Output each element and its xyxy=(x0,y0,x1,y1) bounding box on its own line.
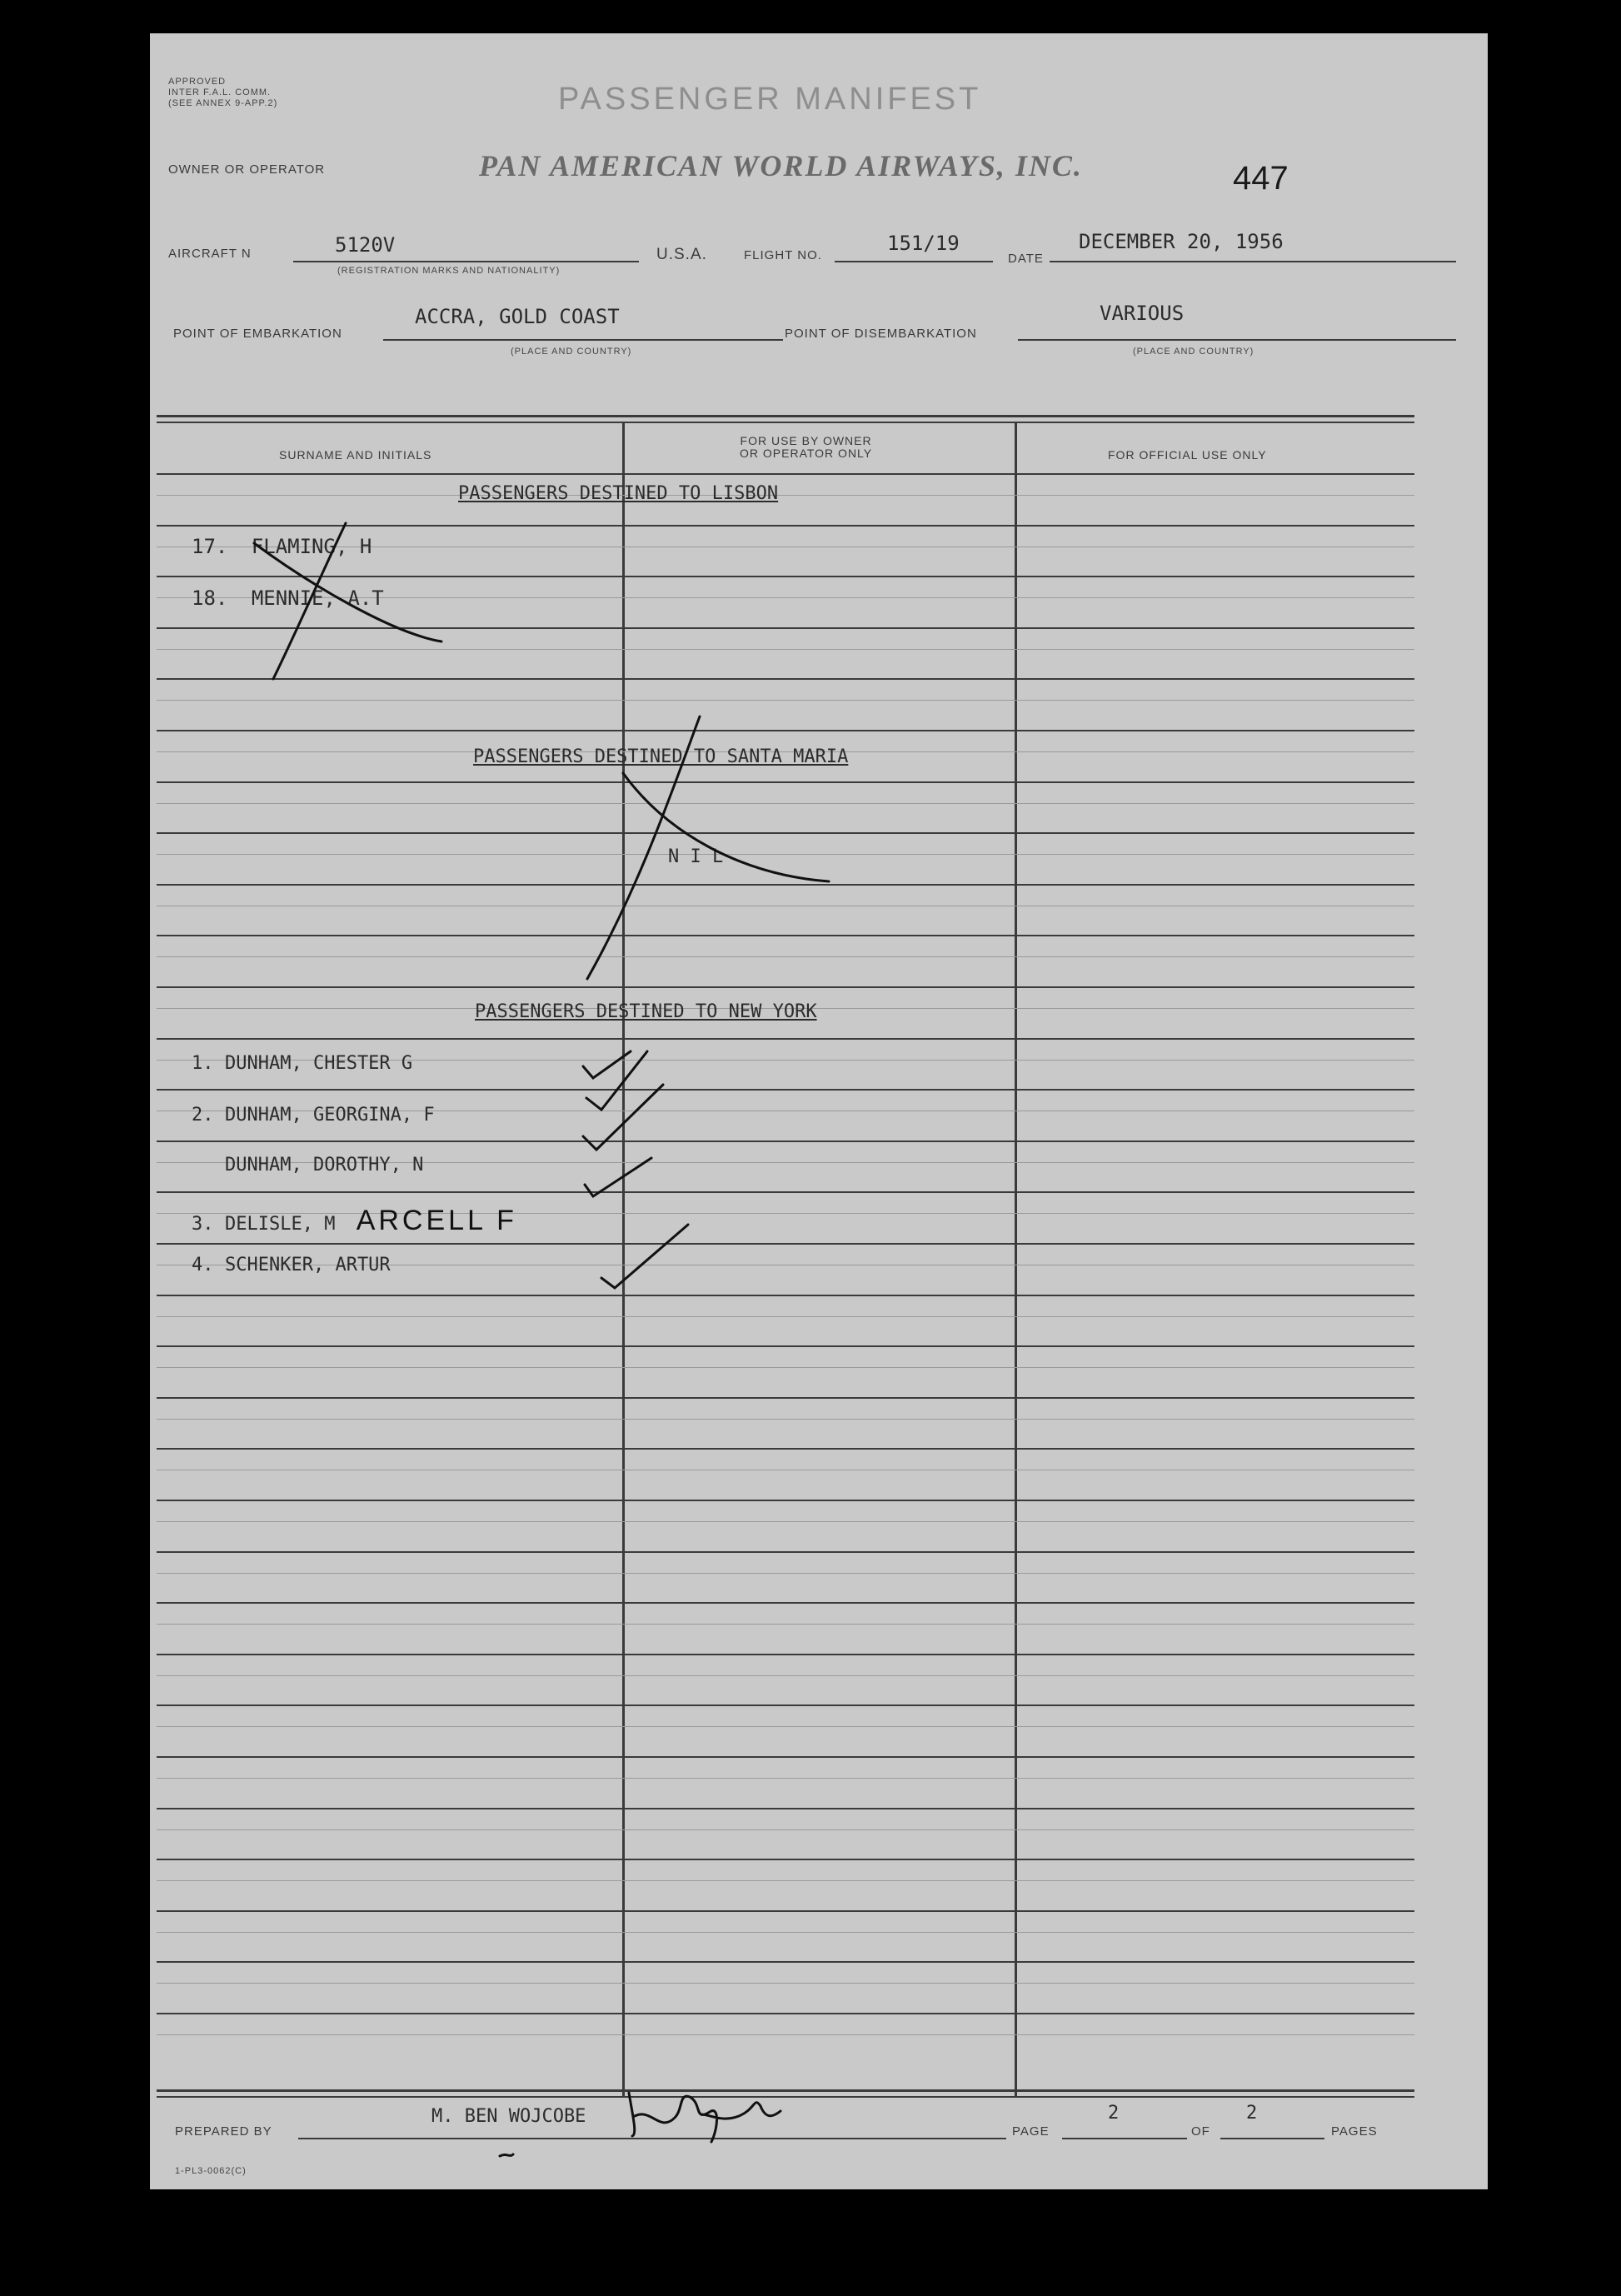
passenger-name: MENNIE, A.T xyxy=(251,586,384,610)
aircraft-value: 5120V xyxy=(335,233,396,257)
passenger-number: 4. xyxy=(192,1255,214,1275)
passenger-number: 1. xyxy=(192,1053,214,1074)
check-mark xyxy=(601,1225,688,1288)
passenger-number: 17. xyxy=(192,535,228,558)
disembark-place-note: (PLACE AND COUNTRY) xyxy=(1133,347,1254,357)
disembark-label: POINT OF DISEMBARKATION xyxy=(785,327,977,341)
manifest-sheet xyxy=(150,33,1488,2189)
page-label: PAGE xyxy=(1012,2124,1050,2139)
aircraft-label: AIRCRAFT N xyxy=(168,247,252,261)
date-value: DECEMBER 20, 1956 xyxy=(1079,230,1284,253)
prepared-label: PREPARED BY xyxy=(175,2124,272,2139)
strike-stroke xyxy=(623,773,829,881)
passenger-name: DUNHAM, DOROTHY, N xyxy=(225,1155,424,1175)
date-label: DATE xyxy=(1008,252,1044,266)
passenger-name: DELISLE, M xyxy=(225,1214,336,1235)
check-mark xyxy=(583,1085,663,1150)
nil-note: N I L xyxy=(668,846,724,867)
section-heading-new-york: PASSENGERS DESTINED TO NEW YORK xyxy=(475,1001,817,1022)
disembark-value: VARIOUS xyxy=(1100,302,1185,325)
passenger-name: FLAMING, H xyxy=(251,535,372,558)
embark-place-note: (PLACE AND COUNTRY) xyxy=(511,347,632,357)
passenger-number: 18. xyxy=(192,586,228,610)
country-label: U.S.A. xyxy=(656,246,707,263)
passenger-name: SCHENKER, ARTUR xyxy=(225,1255,391,1275)
approval-line: (SEE ANNEX 9-APP.2) xyxy=(168,98,278,108)
signature-flourish xyxy=(500,2154,513,2156)
flight-value: 151/19 xyxy=(887,232,960,255)
strike-stroke xyxy=(587,716,700,979)
passenger-name: DUNHAM, GEORGINA, F xyxy=(225,1105,435,1126)
col-header-surname: SURNAME AND INITIALS xyxy=(279,448,432,462)
form-number: 1-PL3-0062(C) xyxy=(175,2166,247,2176)
signature xyxy=(629,2093,781,2142)
handwritten-marks xyxy=(150,33,1488,2189)
page-stamp: 447 xyxy=(1233,160,1289,197)
col-header-owner-line: OR OPERATOR ONLY xyxy=(740,447,873,460)
passenger-number: 2. xyxy=(192,1105,214,1126)
embark-label: POINT OF EMBARKATION xyxy=(173,327,342,341)
embark-value: ACCRA, GOLD COAST xyxy=(415,305,620,328)
passenger-name: DUNHAM, CHESTER G xyxy=(225,1053,413,1074)
approval-line: INTER F.A.L. COMM. xyxy=(168,87,272,97)
owner-value: PAN AMERICAN WORLD AIRWAYS, INC. xyxy=(479,149,1083,182)
section-heading-lisbon: PASSENGERS DESTINED TO LISBON xyxy=(458,483,779,504)
check-mark xyxy=(583,1051,631,1078)
section-heading-santa-maria: PASSENGERS DESTINED TO SANTA MARIA xyxy=(473,746,849,767)
approval-line: APPROVED xyxy=(168,77,227,87)
form-title: PASSENGER MANIFEST xyxy=(558,82,982,117)
passenger-number: 3. xyxy=(192,1214,214,1235)
registration-note: (REGISTRATION MARKS AND NATIONALITY) xyxy=(337,266,561,276)
prepared-value: M. BEN WOJCOBE xyxy=(431,2106,586,2127)
col-header-owner-line: FOR USE BY OWNER xyxy=(740,434,872,447)
owner-label: OWNER OR OPERATOR xyxy=(168,162,326,177)
strike-stroke xyxy=(251,543,441,641)
check-mark xyxy=(585,1158,651,1196)
flight-label: FLIGHT NO. xyxy=(744,248,822,262)
of-value: 2 xyxy=(1246,2103,1258,2124)
handwritten-correction: ARCELL F xyxy=(356,1205,517,1236)
strike-stroke xyxy=(273,523,346,679)
of-label: OF xyxy=(1191,2124,1210,2139)
pages-label: PAGES xyxy=(1331,2124,1378,2139)
page-value: 2 xyxy=(1108,2103,1120,2124)
col-header-official: FOR OFFICIAL USE ONLY xyxy=(1108,448,1267,462)
